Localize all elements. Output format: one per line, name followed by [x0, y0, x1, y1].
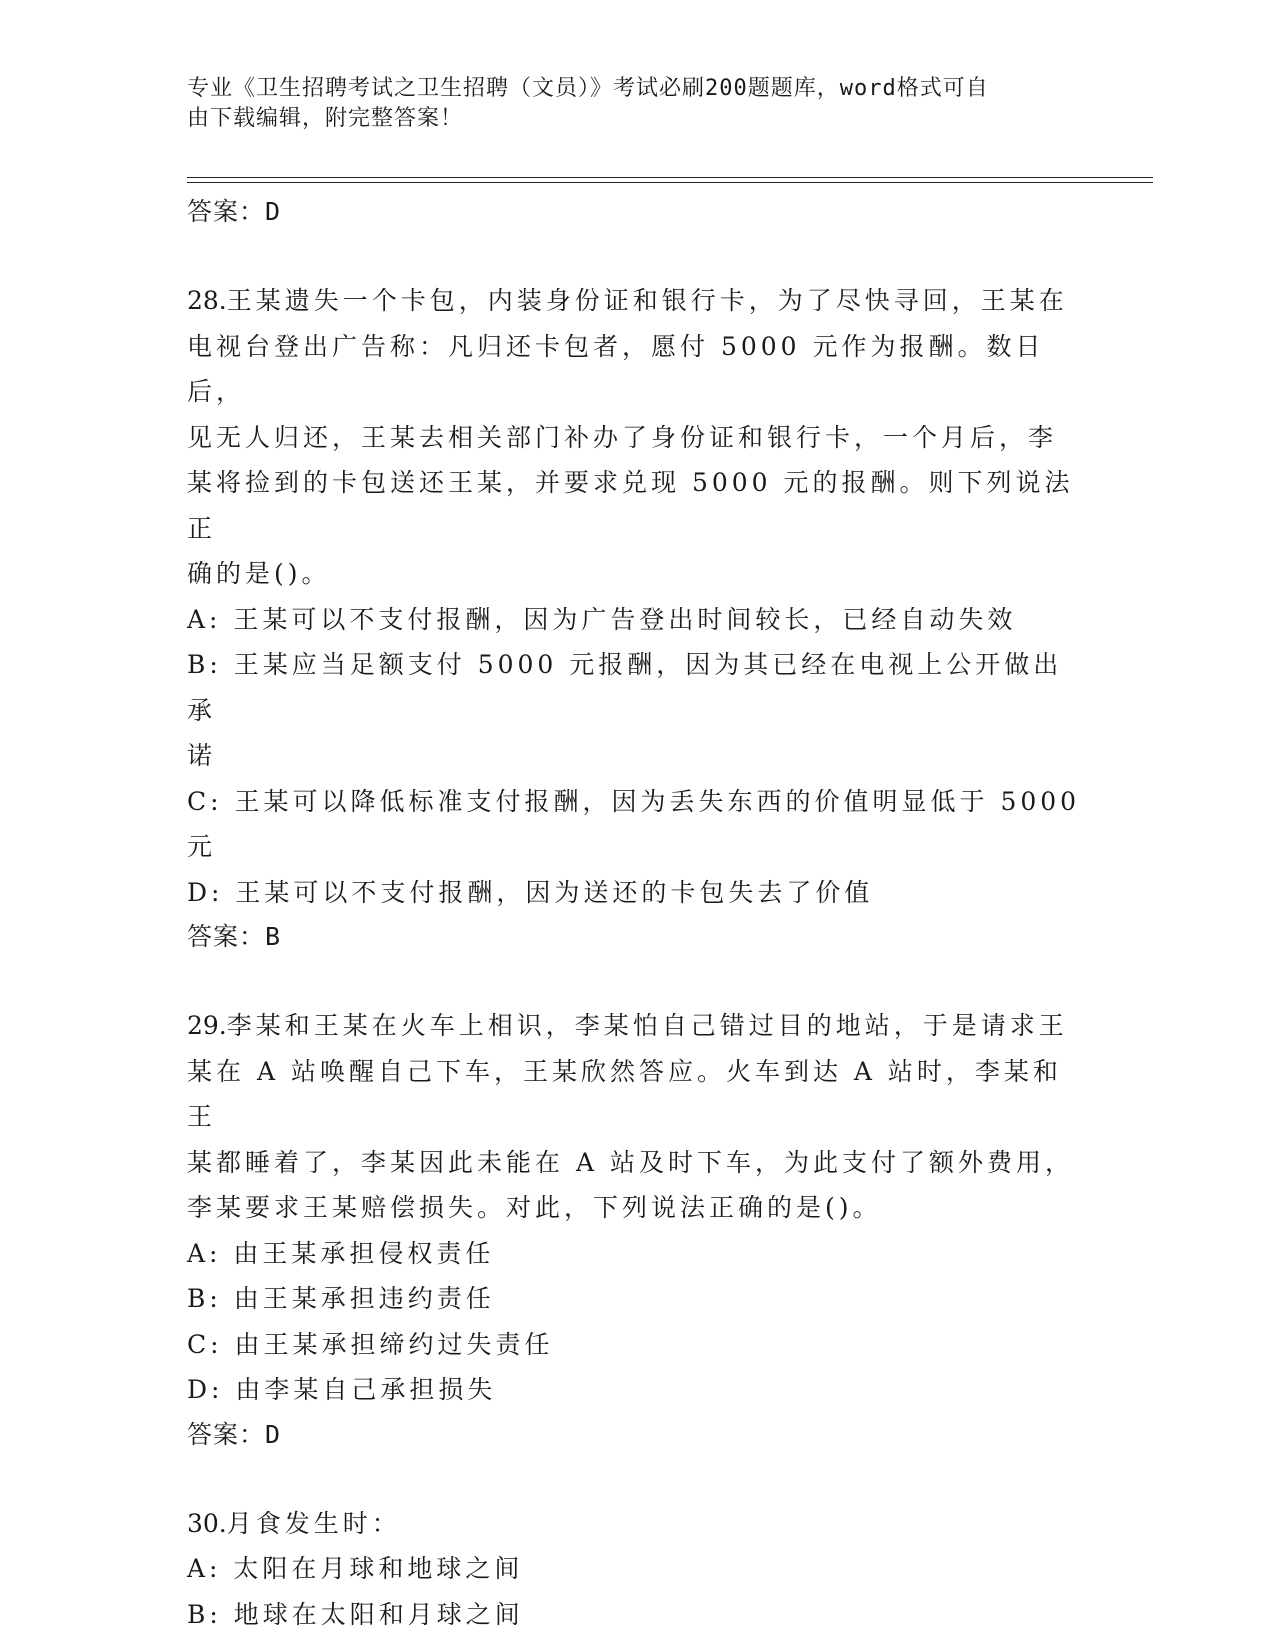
- question-answer: 答案：D: [187, 1419, 282, 1449]
- question-number: 28.: [187, 286, 227, 315]
- option-d: D: 王某可以不支付报酬，因为送还的卡包失去了价值: [187, 877, 874, 907]
- option-a: A: 太阳在月球和地球之间: [187, 1554, 524, 1583]
- header-line-1: 专业《卫生招聘考试之卫生招聘（文员）》考试必刷200题题库，word格式可自: [187, 76, 989, 101]
- question-number: 29.: [187, 1011, 227, 1040]
- question-stem-line: 电视台登出广告称：凡归还卡包者，愿付 5000 元作为报酬。数日后，: [187, 331, 1045, 406]
- option-a: A: 王某可以不支付报酬，因为广告登出时间较长，已经自动失效: [187, 604, 1017, 634]
- header-line-2: 由下载编辑，附完整答案！: [187, 106, 464, 131]
- question-stem-line: 某将捡到的卡包送还王某，并要求兑现 5000 元的报酬。则下列说法正: [187, 468, 1074, 543]
- question-stem-line: 30.月食发生时：: [187, 1508, 401, 1538]
- question-29: [187, 1003, 1087, 1457]
- question-stem-line: 29.李某和王某在火车上相识，李某怕自己错过目的地站，于是请求王: [187, 1011, 1068, 1040]
- question-stem-line: 李某要求王某赔偿损失。对此，下列说法正确的是()。: [187, 1193, 882, 1222]
- option-b: B: 王某应当足额支付 5000 元报酬，因为其已经在电视上公开做出承: [187, 650, 1063, 725]
- option-c: C: 由王某承担缔约过失责任: [187, 1329, 554, 1359]
- question-number: 30.: [187, 1508, 227, 1538]
- option-b: B: 地球在太阳和月球之间: [187, 1599, 524, 1629]
- question-stem-line: 见无人归还，王某去相关部门补办了身份证和银行卡，一个月后，李: [187, 422, 1058, 452]
- previous-answer: 答案：D: [187, 197, 282, 226]
- option-c-continued: 元: [187, 832, 217, 861]
- option-b-continued: 诺: [187, 741, 217, 770]
- header-divider-top: [187, 177, 1153, 178]
- question-30: [187, 1501, 1087, 1638]
- option-c: C: 王某可以降低标准支付报酬，因为丢失东西的价值明显低于 5000: [187, 786, 1081, 816]
- option-d: D: 由李某自己承担损失: [187, 1375, 497, 1404]
- question-answer: 答案：B: [187, 922, 282, 951]
- question-28: [187, 278, 1087, 959]
- question-stem-line: 某都睡着了，李某因此未能在 A 站及时下车，为此支付了额外费用，: [187, 1147, 1074, 1177]
- question-stem-line: 28.王某遗失一个卡包，内装身份证和银行卡，为了尽快寻回，王某在: [187, 286, 1068, 315]
- option-b: B: 由王某承担违约责任: [187, 1284, 495, 1313]
- page-header: [187, 74, 1067, 134]
- question-stem-line: 某在 A 站唤醒自己下车，王某欣然答应。火车到达 A 站时，李某和王: [187, 1056, 1062, 1131]
- document-body: [187, 190, 1087, 1637]
- question-stem-line: 确的是()。: [187, 559, 331, 588]
- option-a: A: 由王某承担侵权责任: [187, 1238, 495, 1268]
- header-divider-bottom: [187, 182, 1153, 183]
